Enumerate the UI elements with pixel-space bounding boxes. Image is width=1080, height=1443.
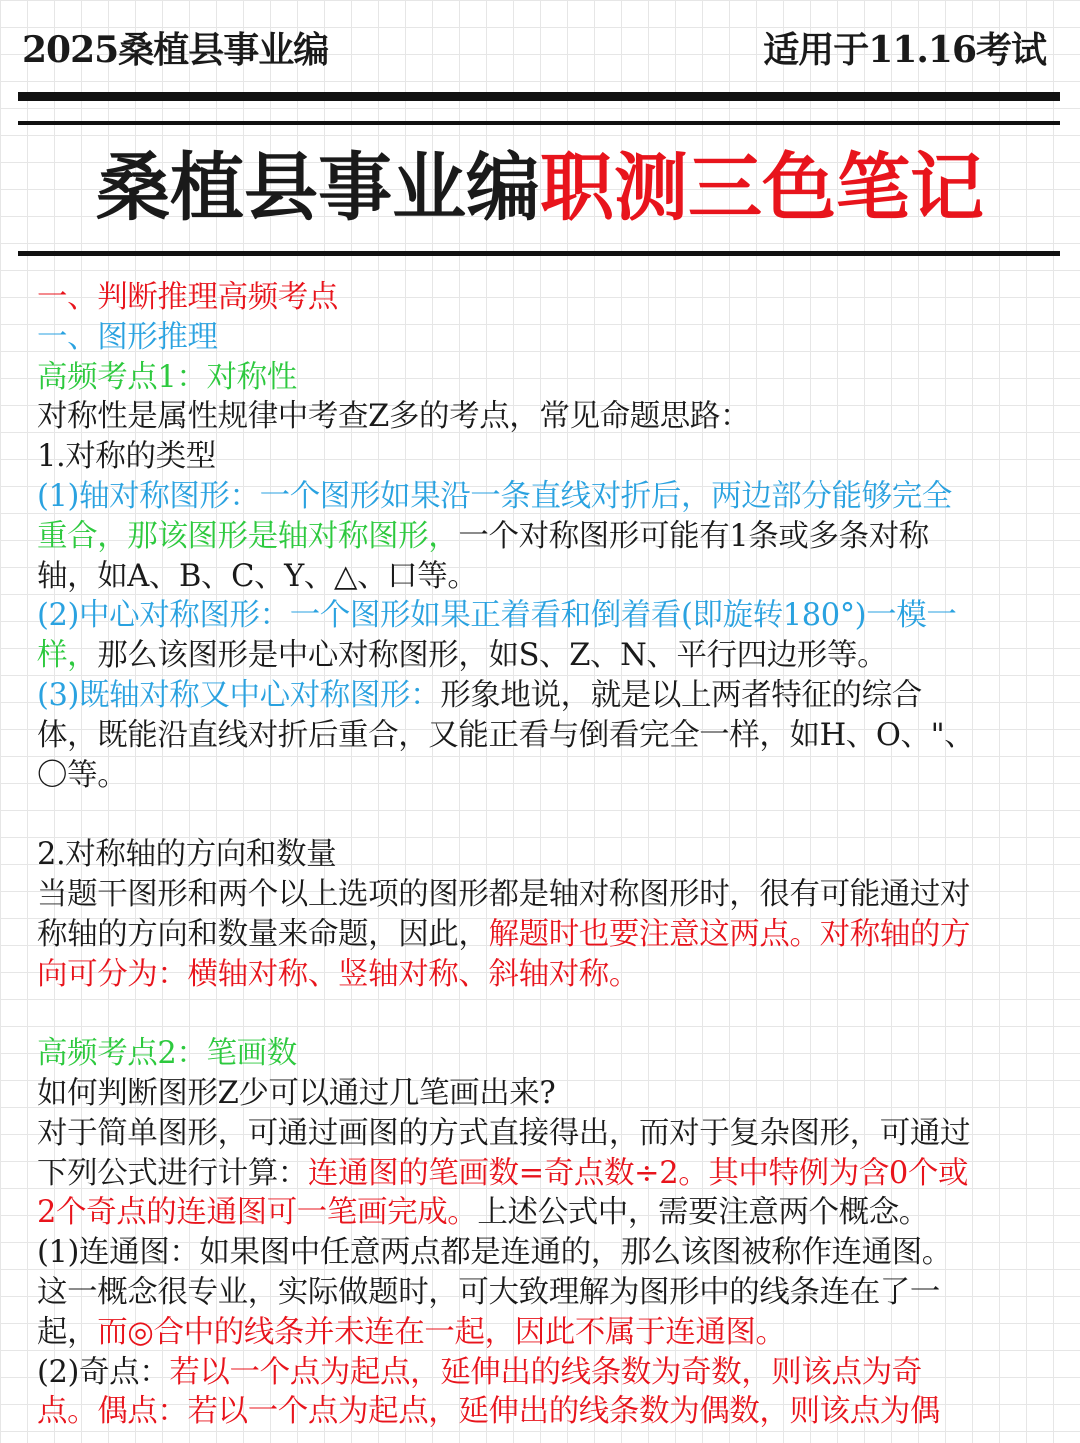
highlight-green: 重合，那该图形是轴对称图形， [37,518,459,554]
text-span: 下列公式进行计算： [37,1155,308,1191]
paragraph-line [37,1313,1067,1353]
highlight-green: 样， [37,638,98,674]
paragraph: 对称性是属性规律中考查Z多的考点，常见命题思路： [37,399,751,435]
paragraph-line [37,676,1067,716]
text-span: (2)奇点： [37,1354,170,1390]
title-black-part: 桑植县事业编 [96,145,540,231]
paragraph-line [37,517,1067,557]
notes-body [37,278,1067,1432]
divider-thick [18,92,1060,101]
header-bar [0,0,1080,88]
text-span: 那么该图形是中心对称图形，如S、Z、N、平行四边形等。 [97,638,888,674]
divider-under-title [18,251,1060,256]
divider-thin [18,121,1060,125]
highlight-red: 2个奇点的连通图可一笔画完成。 [37,1195,478,1231]
paragraph: 如何判断图形Z少可以通过几笔画出来? [37,1075,556,1111]
text-span: 一个对称图形可能有1条或多条对称 [458,518,929,554]
paragraph-line: 体，既能沿直线对折后重合，又能正看与倒看完全一样，如H、O、"、 [37,717,975,753]
title-red-part: 职测三色笔记 [540,145,984,231]
paragraph-line [37,1154,1067,1194]
subsection-heading: 一、图形推理 [37,319,218,355]
text-span: 形象地说，就是以上两者特征的综合 [440,677,922,713]
highlight-red: 若以一个点为起点，延伸出的线条数为奇数，则该点为奇 [169,1354,922,1390]
text-span: 上述公式中，需要注意两个概念。 [477,1195,929,1231]
page-title [0,140,1080,236]
header-left-text: 2025桑植县事业编 [22,29,329,71]
paragraph-line: 轴，如A、B、C、Y、△、口等。 [37,558,478,594]
paragraph-line: 对于简单图形，可通过画图的方式直接得出，而对于复杂图形，可通过 [37,1115,971,1151]
paragraph-line: (1)轴对称图形：一个图形如果沿一条直线对折后，两边部分能够完全 [37,478,952,514]
topic-heading-2: 高频考点2：笔画数 [37,1036,297,1072]
list-heading: 2.对称轴的方向和数量 [37,837,337,873]
list-heading: 1.对称的类型 [37,439,216,475]
paragraph-line: (1)连通图：如果图中任意两点都是连通的，那么该图被称作连通图。 [37,1235,952,1271]
paragraph-line: 点。偶点：若以一个点为起点，延伸出的线条数为偶数，则该点为偶 [37,1394,940,1430]
topic-heading-1: 高频考点1：对称性 [37,359,297,395]
highlight-red: 而◎合中的线条并未连在一起，因此不属于连通图。 [97,1314,786,1350]
paragraph-line: (2)中心对称图形：一个图形如果正着看和倒着看(即旋转180°)一模一 [37,598,957,634]
paragraph-line [37,915,1067,955]
text-span: 起， [37,1314,98,1350]
section-heading: 一、判断推理高频考点 [37,280,338,315]
highlight-red: 连通图的笔画数=奇点数÷2。其中特例为含0个或 [307,1155,969,1191]
paragraph-line [37,1353,1067,1393]
spacer [37,994,1067,1034]
header-right-text: 适用于11.16考试 [763,29,1046,71]
paragraph-line: 向可分为：横轴对称、竖轴对称、斜轴对称。 [37,956,639,992]
paragraph-line [37,636,1067,676]
highlight-blue: (3)既轴对称又中心对称图形： [37,677,441,713]
paragraph-line: 〇等。 [37,757,128,793]
highlight-red: 解题时也要注意这两点。对称轴的方 [488,916,971,952]
paragraph-line: 当题干图形和两个以上选项的图形都是轴对称图形时，很有可能通过对 [37,876,971,912]
text-span: 称轴的方向和数量来命题，因此， [37,916,489,952]
spacer [37,795,1067,835]
paragraph-line: 这一概念很专业，实际做题时，可大致理解为图形中的线条连在了一 [37,1274,940,1310]
paragraph-line [37,1193,1067,1233]
